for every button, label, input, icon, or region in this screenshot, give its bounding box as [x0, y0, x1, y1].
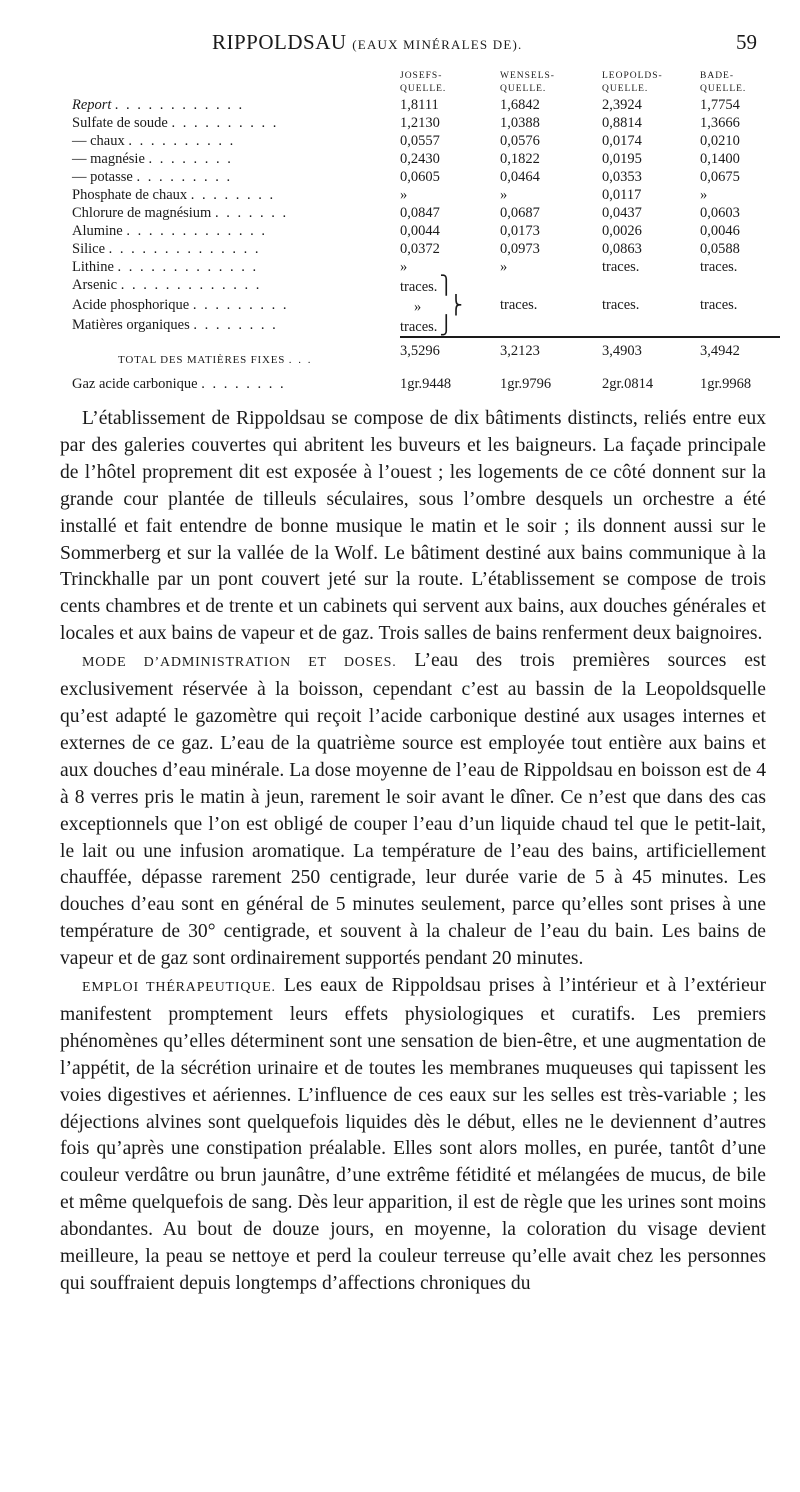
table-cell: 0,0117 [602, 187, 642, 203]
table-cell: » [500, 259, 508, 275]
table-row [72, 168, 780, 186]
running-title-sub: (EAUX MINÉRALES DE). [352, 37, 523, 52]
table-cell: 0,0605 [400, 169, 440, 185]
row-label: Silice . . . . . . . . . . . . . . [72, 241, 261, 257]
table-cell: » [500, 187, 508, 203]
column-header: BADE- QUELLE. [700, 71, 747, 94]
table-row [72, 96, 780, 114]
table-cell [700, 276, 780, 296]
table-cell: 0,0026 [602, 223, 642, 239]
table-cell: 0,0576 [500, 133, 540, 149]
table-cell: traces. [602, 259, 640, 275]
row-label: — magnésie . . . . . . . . [72, 151, 233, 167]
table-cell [700, 316, 780, 337]
table-cell: 0,0173 [500, 223, 540, 239]
row-label: Matières organiques . . . . . . . . [72, 317, 278, 333]
table-row [72, 186, 780, 204]
table-cell: 0,0863 [602, 241, 642, 257]
table-cell: 1gr.9448 [400, 376, 452, 392]
table-row [72, 258, 780, 276]
row-label: Arsenic . . . . . . . . . . . . . [72, 277, 262, 293]
table-cell: 1gr.9968 [700, 376, 752, 392]
paragraph-text: L’eau des trois premières sources est exclusivement réservée à la boisson, cependant c’est au bassin de la Leopoldsquelle qu’est adapté le gazomètre qui reçoit l’acide carbonique destiné aux usages internes et externes de ce gaz. L’eau de la quatrième source est employée tout entière aux bains et aux douches d’eau minérale. La dose moyenne de l’eau de Rippoldsau en boisson est de 4 à 8 verres pris le matin à jeun, rarement le soir avant le dîner. Ce n’est que dans des cas exceptionnels que l’on est obligé de couper l’eau d’un liquide chaud tel que le petit-lait, le lait ou une infusion aromatique. La température de l’eau des bains, artificiellement chauffée, dépasse rarement 250 centigrade, leur durée varie de 5 à 45 minutes. Les douches d’eau sont en général de 5 minutes seulement, parce qu’elles sont prises à une température de 30° centigrade, et souvent à la chaleur de l’eau du bain. Les bains de vapeur et de gaz sont ordinairement supportés pendant 20 minutes. [60, 650, 766, 970]
table-cell [500, 316, 602, 337]
table-cell: 0,0603 [700, 205, 740, 221]
table-cell: 1,8111 [400, 97, 439, 113]
table-cell: 1,6842 [500, 97, 540, 113]
table-row [72, 132, 780, 150]
paragraph [60, 406, 766, 648]
column-header: WENSELS- QUELLE. [500, 71, 555, 94]
paragraph-lead: EMPLOI THÉRAPEUTIQUE. [82, 980, 276, 996]
page-number: 59 [736, 30, 757, 54]
table-cell: 0,1822 [500, 151, 540, 167]
table-cell: 1,0388 [500, 115, 540, 131]
row-label: Acide phosphorique . . . . . . . . . [72, 297, 289, 313]
running-title [212, 30, 523, 55]
table-cell: 1gr.9796 [500, 376, 552, 392]
table-cell: 0,0353 [602, 169, 642, 185]
column-header: JOSEFS- QUELLE. [400, 71, 447, 94]
table-cell: 0,0675 [700, 169, 740, 185]
total-row [72, 337, 780, 369]
table-cell: traces. ⎫ [400, 275, 453, 295]
table-cell: 0,8814 [602, 115, 642, 131]
paragraph-lead: MODE D’ADMINISTRATION ET DOSES. [82, 655, 397, 671]
row-label: Phosphate de chaux . . . . . . . . [72, 187, 276, 203]
brace-glyph: ⎬ [449, 295, 463, 315]
table-cell: 0,2430 [400, 151, 440, 167]
row-label: TOTAL DES MATIÈRES FIXES . . . [118, 354, 313, 366]
brace-glyph: ⎭ [439, 315, 453, 335]
table-header-row [72, 70, 780, 96]
table-cell: » [400, 187, 408, 203]
row-label: — potasse . . . . . . . . . [72, 169, 233, 185]
table-row [72, 114, 780, 132]
table-cell: 1,7754 [700, 97, 740, 113]
table-cell: 0,0046 [700, 223, 740, 239]
table-row [72, 276, 780, 296]
table-cell: traces. [602, 297, 640, 313]
table-row [72, 222, 780, 240]
table-cell [602, 276, 700, 296]
table-row [72, 204, 780, 222]
table-cell: 0,0687 [500, 205, 540, 221]
running-title-main: RIPPOLDSAU [212, 30, 347, 54]
row-label: Gaz acide carbonique . . . . . . . . [72, 376, 286, 392]
table-cell: 0,0174 [602, 133, 642, 149]
table-cell: traces. [700, 259, 738, 275]
table-cell: 1,2130 [400, 115, 440, 131]
table-cell: 2,3924 [602, 97, 642, 113]
table-cell: » [400, 259, 408, 275]
table-row [72, 316, 780, 337]
table-cell: 0,0195 [602, 151, 642, 167]
table-cell: 3,4903 [602, 337, 700, 369]
paragraph [60, 648, 766, 973]
table-cell: 0,0372 [400, 241, 440, 257]
table-cell [500, 276, 602, 296]
paragraph-text: L’établissement de Rippoldsau se compose de dix bâtiments distincts, reliés entre eux par des galeries couvertes qui abritent les buveurs et les baigneurs. La façade principale de l’hôtel proprement dit est exposée à l’ouest ; les logements de ce côté donnent sur la grande cour plantée de tilleuls séculaires, sous l’ombre desquels un orchestre a été installé et fait entendre de bonne musique le matin et le soir ; ils donnent aussi sur le Sommerberg et sur la vallée de la Wolf. Le bâtiment destiné aux bains communique à la Trinckhalle par un pont couvert jeté sur la route. L’établissement se compose de trois cents chambres et de trente et un cabinets qui servent aux bains, aux douches générales et locales et aux bains de vapeur et de gaz. Trois salles de bains renferment deux baignoires. [60, 408, 766, 645]
column-header: LEOPOLDS- QUELLE. [602, 71, 663, 94]
table-cell [602, 316, 700, 337]
row-label: Sulfate de soude . . . . . . . . . . [72, 115, 279, 131]
table-cell: 0,0973 [500, 241, 540, 257]
table-cell: 0,0210 [700, 133, 740, 149]
table-row [72, 296, 780, 316]
table-cell: traces. [700, 297, 738, 313]
row-label: Lithine . . . . . . . . . . . . . [72, 259, 259, 275]
brace-glyph: ⎫ [439, 275, 453, 295]
table-cell: 3,5296 [400, 337, 500, 369]
table-cell: 0,1400 [700, 151, 740, 167]
table-cell: traces. [500, 297, 538, 313]
table-cell: 1,3666 [700, 115, 740, 131]
table-cell: 0,0588 [700, 241, 740, 257]
row-label: — chaux . . . . . . . . . . [72, 133, 236, 149]
row-label: Alumine . . . . . . . . . . . . . [72, 223, 267, 239]
table-cell: » ⎬ [414, 295, 463, 315]
row-label: Report . . . . . . . . . . . . [72, 97, 245, 113]
table-cell: 3,2123 [500, 337, 602, 369]
table-cell: 0,0044 [400, 223, 440, 239]
table-row [72, 150, 780, 168]
table-cell: 0,0847 [400, 205, 440, 221]
gas-row [72, 369, 780, 393]
body-text [60, 406, 766, 1298]
table-cell: 2gr.0814 [602, 376, 654, 392]
paragraph-text: Les eaux de Rippoldsau prises à l’intérieur et à l’extérieur manifestent promptement leurs effets physiologiques et curatifs. Les premiers phénomènes qu’elles déterminent sont une sensation de bien-être, et une augmentation de l’appétit, de la sécrétion urinaire et de toutes les membranes muqueuses qui tapissent les voies digestives et aériennes. L’influence de ces eaux sur les selles est très-variable ; les déjections alvines sont quelquefois liquides dès le début, elles ne le deviennent d’autres fois qu’après une constipation préalable. Elles sont alors molles, en purée, tantôt d’une couleur verdâtre ou brun jaunâtre, d’une extrême fétidité et mélangées de mucus, de bile et même quelquefois de sang. Dès leur apparition, il est de règle que les urines sont moins abondantes. Au bout de douze jours, en moyenne, la coloration du visage devient meilleure, la peau se nettoye et perd la couleur terreuse qu’elle avait chez les personnes qui souffraient depuis longtemps d’affections chroniques du [60, 975, 766, 1294]
table-cell: 0,0437 [602, 205, 642, 221]
running-header [0, 30, 800, 60]
row-label: Chlorure de magnésium . . . . . . . [72, 205, 289, 221]
table-cell: 0,0557 [400, 133, 440, 149]
mineral-analysis-table [72, 70, 780, 393]
table-cell: traces. ⎭ [400, 315, 453, 335]
table-cell: » [700, 187, 708, 203]
table-cell: 0,0464 [500, 169, 540, 185]
table-cell: 3,4942 [700, 337, 780, 369]
paragraph [60, 973, 766, 1298]
table-row [72, 240, 780, 258]
label-column-header [72, 70, 400, 96]
